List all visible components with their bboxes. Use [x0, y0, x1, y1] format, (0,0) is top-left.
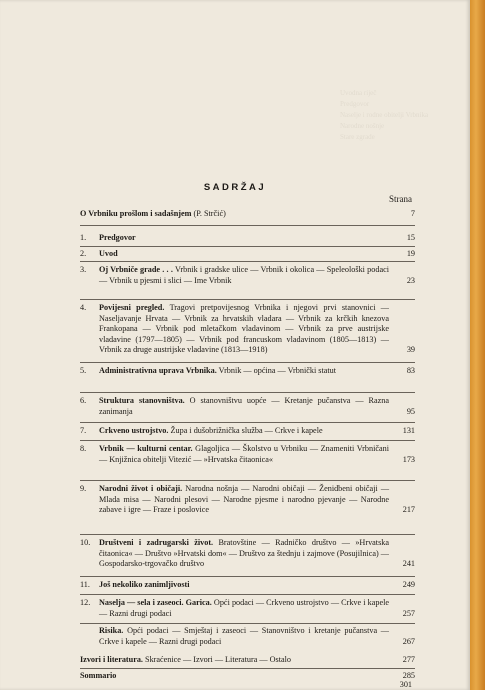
divider: [80, 480, 415, 481]
toc-entry-text: Tragovi pretpovijesnog Vrbnika i njegovi prvi stanovnici — Naseljavanje Hrvata — Vrbnik za hrvatskih vladara — Vrbnik za krčkih knezova Frankopana — Vrbnik pod mletačkom vladavinom — Vrbnik za prve austrijske vladavine (1797—1805) — Vrbnik pod francuskom vladavinom (1805—1813) — Vrbnik za druge austrijske vladavine (1813—1918): [99, 303, 389, 355]
toc-entry: [80, 265, 415, 286]
toc-entry-page: 39: [406, 345, 415, 355]
toc-entry: [80, 598, 415, 619]
toc-entry-text: Vrbnik i gradske ulice — Vrbnik i okolica — Speleološki podaci — Vrbnik u pjesmi i slici — Ime Vrbnik: [99, 265, 390, 285]
toc-entry-page: 15: [406, 233, 415, 242]
toc-entry-title: O Vrbniku prošlom i sadašnjem: [80, 209, 192, 218]
toc-entry-title: Izvori i literatura.: [80, 655, 143, 664]
toc-entry: [80, 580, 415, 591]
divider: [80, 594, 415, 595]
toc-entry-page: 7: [410, 209, 415, 218]
toc-entry-number: 3.: [80, 265, 87, 274]
toc-entry-title: Naselja — sela i zaseoci. Garica.: [99, 598, 212, 607]
toc-entry: [80, 426, 415, 437]
ghost-line: Narodne nošnje: [340, 122, 385, 130]
toc-entry: [99, 626, 415, 647]
toc-entry: [80, 366, 415, 377]
divider: [80, 534, 415, 535]
toc-entry-text: Glagoljica — Školstvo u Vrbniku — Znameniti Vrbničani — Knjižnica obitelji Vitezić — »Hrvatska čitaonica«: [99, 444, 389, 464]
toc-entry-text: Narodna nošnja — Narodni običaji — Ženidbeni običaji — Mlada misa — Narodni plesovi — Narodne pjesme i narodno pjevanje — Narodne zabave i igre — Fraze i poslovice: [99, 484, 390, 515]
toc-entry-number: 9.: [80, 484, 87, 493]
toc-entry: [80, 484, 415, 516]
toc-entry-page: 277: [402, 655, 415, 664]
toc-entry-text: Opći podaci — Smještaj i zaseoci — Stanovništvo i kretanje pučanstva — Crkve i kapele — Razni drugi podaci: [99, 626, 389, 646]
toc-entry-text: Vrbnik — općina — Vrbnički statut: [216, 366, 337, 375]
toc-entry-title: Vrbnik — kulturni centar.: [99, 444, 193, 453]
divider: [80, 225, 415, 226]
toc-entry-number: 5.: [80, 366, 87, 375]
bleed-through-text: [340, 88, 450, 143]
toc-entry-title: Još nekoliko zanimljivosti: [99, 580, 190, 589]
toc-entry-number: 2.: [80, 249, 87, 258]
toc-entry-text: O stanovništvu uopće — Kretanje pučanstva — Razna zanimanja: [99, 396, 389, 416]
toc-entry: [80, 655, 415, 666]
toc-entry-page: 23: [406, 275, 415, 285]
toc-entry: [80, 209, 415, 220]
toc-entry-page: 173: [402, 454, 415, 464]
toc-entry: [80, 671, 415, 682]
toc-entry-page: 217: [402, 505, 415, 515]
toc-entry-text: Skraćenice — Izvori — Literatura — Ostalo: [142, 655, 291, 664]
toc-entry: [80, 444, 415, 465]
toc-entry-number: 12.: [80, 598, 91, 607]
divider: [80, 246, 415, 247]
toc-entry-page: 131: [402, 426, 415, 435]
ghost-line: Uvodna riječ: [340, 89, 377, 97]
toc-entry-text: Župa i dušobrižnička služba — Crkve i kapele: [168, 426, 323, 435]
toc-entry-text: (P. Strčić): [191, 209, 226, 218]
final-page-number: 301: [399, 680, 412, 689]
divider: [80, 362, 415, 363]
toc-entry-page: 19: [406, 249, 415, 258]
toc-entry-page: 285: [402, 671, 415, 680]
toc-entry-page: 95: [406, 406, 415, 416]
toc-entry-title: Administrativna uprava Vrbnika.: [99, 366, 217, 375]
divider: [80, 623, 415, 624]
toc-entry-title: Uvod: [99, 249, 118, 258]
divider: [80, 392, 415, 393]
toc-entry-page: 249: [402, 580, 415, 589]
page-title: SADRŽAJ: [203, 182, 267, 193]
toc-entry-number: 8.: [80, 444, 87, 453]
toc-entry: [80, 249, 415, 260]
ghost-line: Naselje i rodne obitelji Vrbnika: [340, 111, 429, 119]
toc-entry-title: Risika.: [99, 626, 124, 635]
toc-entry-title: Narodni život i običaji.: [99, 484, 183, 493]
toc-entry-number: 10.: [80, 538, 91, 547]
toc-entry-text: Opći podaci — Crkveno ustrojstvo — Crkve i kapele — Razni drugi podaci: [99, 598, 389, 618]
toc-entry-title: Društveni i zadrugarski život.: [99, 538, 214, 547]
toc-entry-number: 6.: [80, 396, 87, 405]
toc-entry-title: Sommario: [80, 671, 117, 680]
toc-entry-title: Povijesni pregled.: [99, 303, 165, 312]
divider: [80, 299, 415, 300]
toc-entry-page: 241: [402, 559, 415, 569]
divider: [80, 261, 415, 262]
divider: [80, 422, 415, 423]
toc-entry: [80, 396, 415, 417]
toc-entry-text: Bratovštine — Radničko društvo — »Hrvatska čitaonica« — Društvo »Hrvatski dom« — Društvo za štednju i zajmove (Posujilnica) — Gospodarsko-trgovačko društvo: [99, 538, 389, 569]
toc-entry-page: 267: [402, 636, 415, 646]
toc-entry-title: Predgovor: [99, 233, 136, 242]
toc-entry-title: Oj Vrbniče grade . . .: [99, 265, 173, 274]
toc-entry: [80, 233, 415, 244]
toc-entry-number: 4.: [80, 303, 87, 312]
divider: [80, 440, 415, 441]
toc-entry-title: Crkveno ustrojstvo.: [99, 426, 169, 435]
toc-entry-number: 1.: [80, 233, 87, 242]
toc-entry-number: 7.: [80, 426, 87, 435]
divider: [80, 668, 415, 669]
toc-entry-page: 83: [406, 366, 415, 375]
book-cover-edge: [470, 0, 485, 690]
toc-entry: [80, 538, 415, 570]
page-column-header: Strana: [389, 194, 412, 204]
toc-entry-title: Struktura stanovništva.: [99, 396, 185, 405]
toc-entry: [80, 303, 415, 356]
divider: [80, 576, 415, 577]
ghost-line: Predgovor: [340, 100, 370, 108]
toc-entry-number: 11.: [80, 580, 90, 589]
toc-entry-page: 257: [402, 608, 415, 618]
ghost-line: Stare zgrade: [340, 133, 375, 141]
